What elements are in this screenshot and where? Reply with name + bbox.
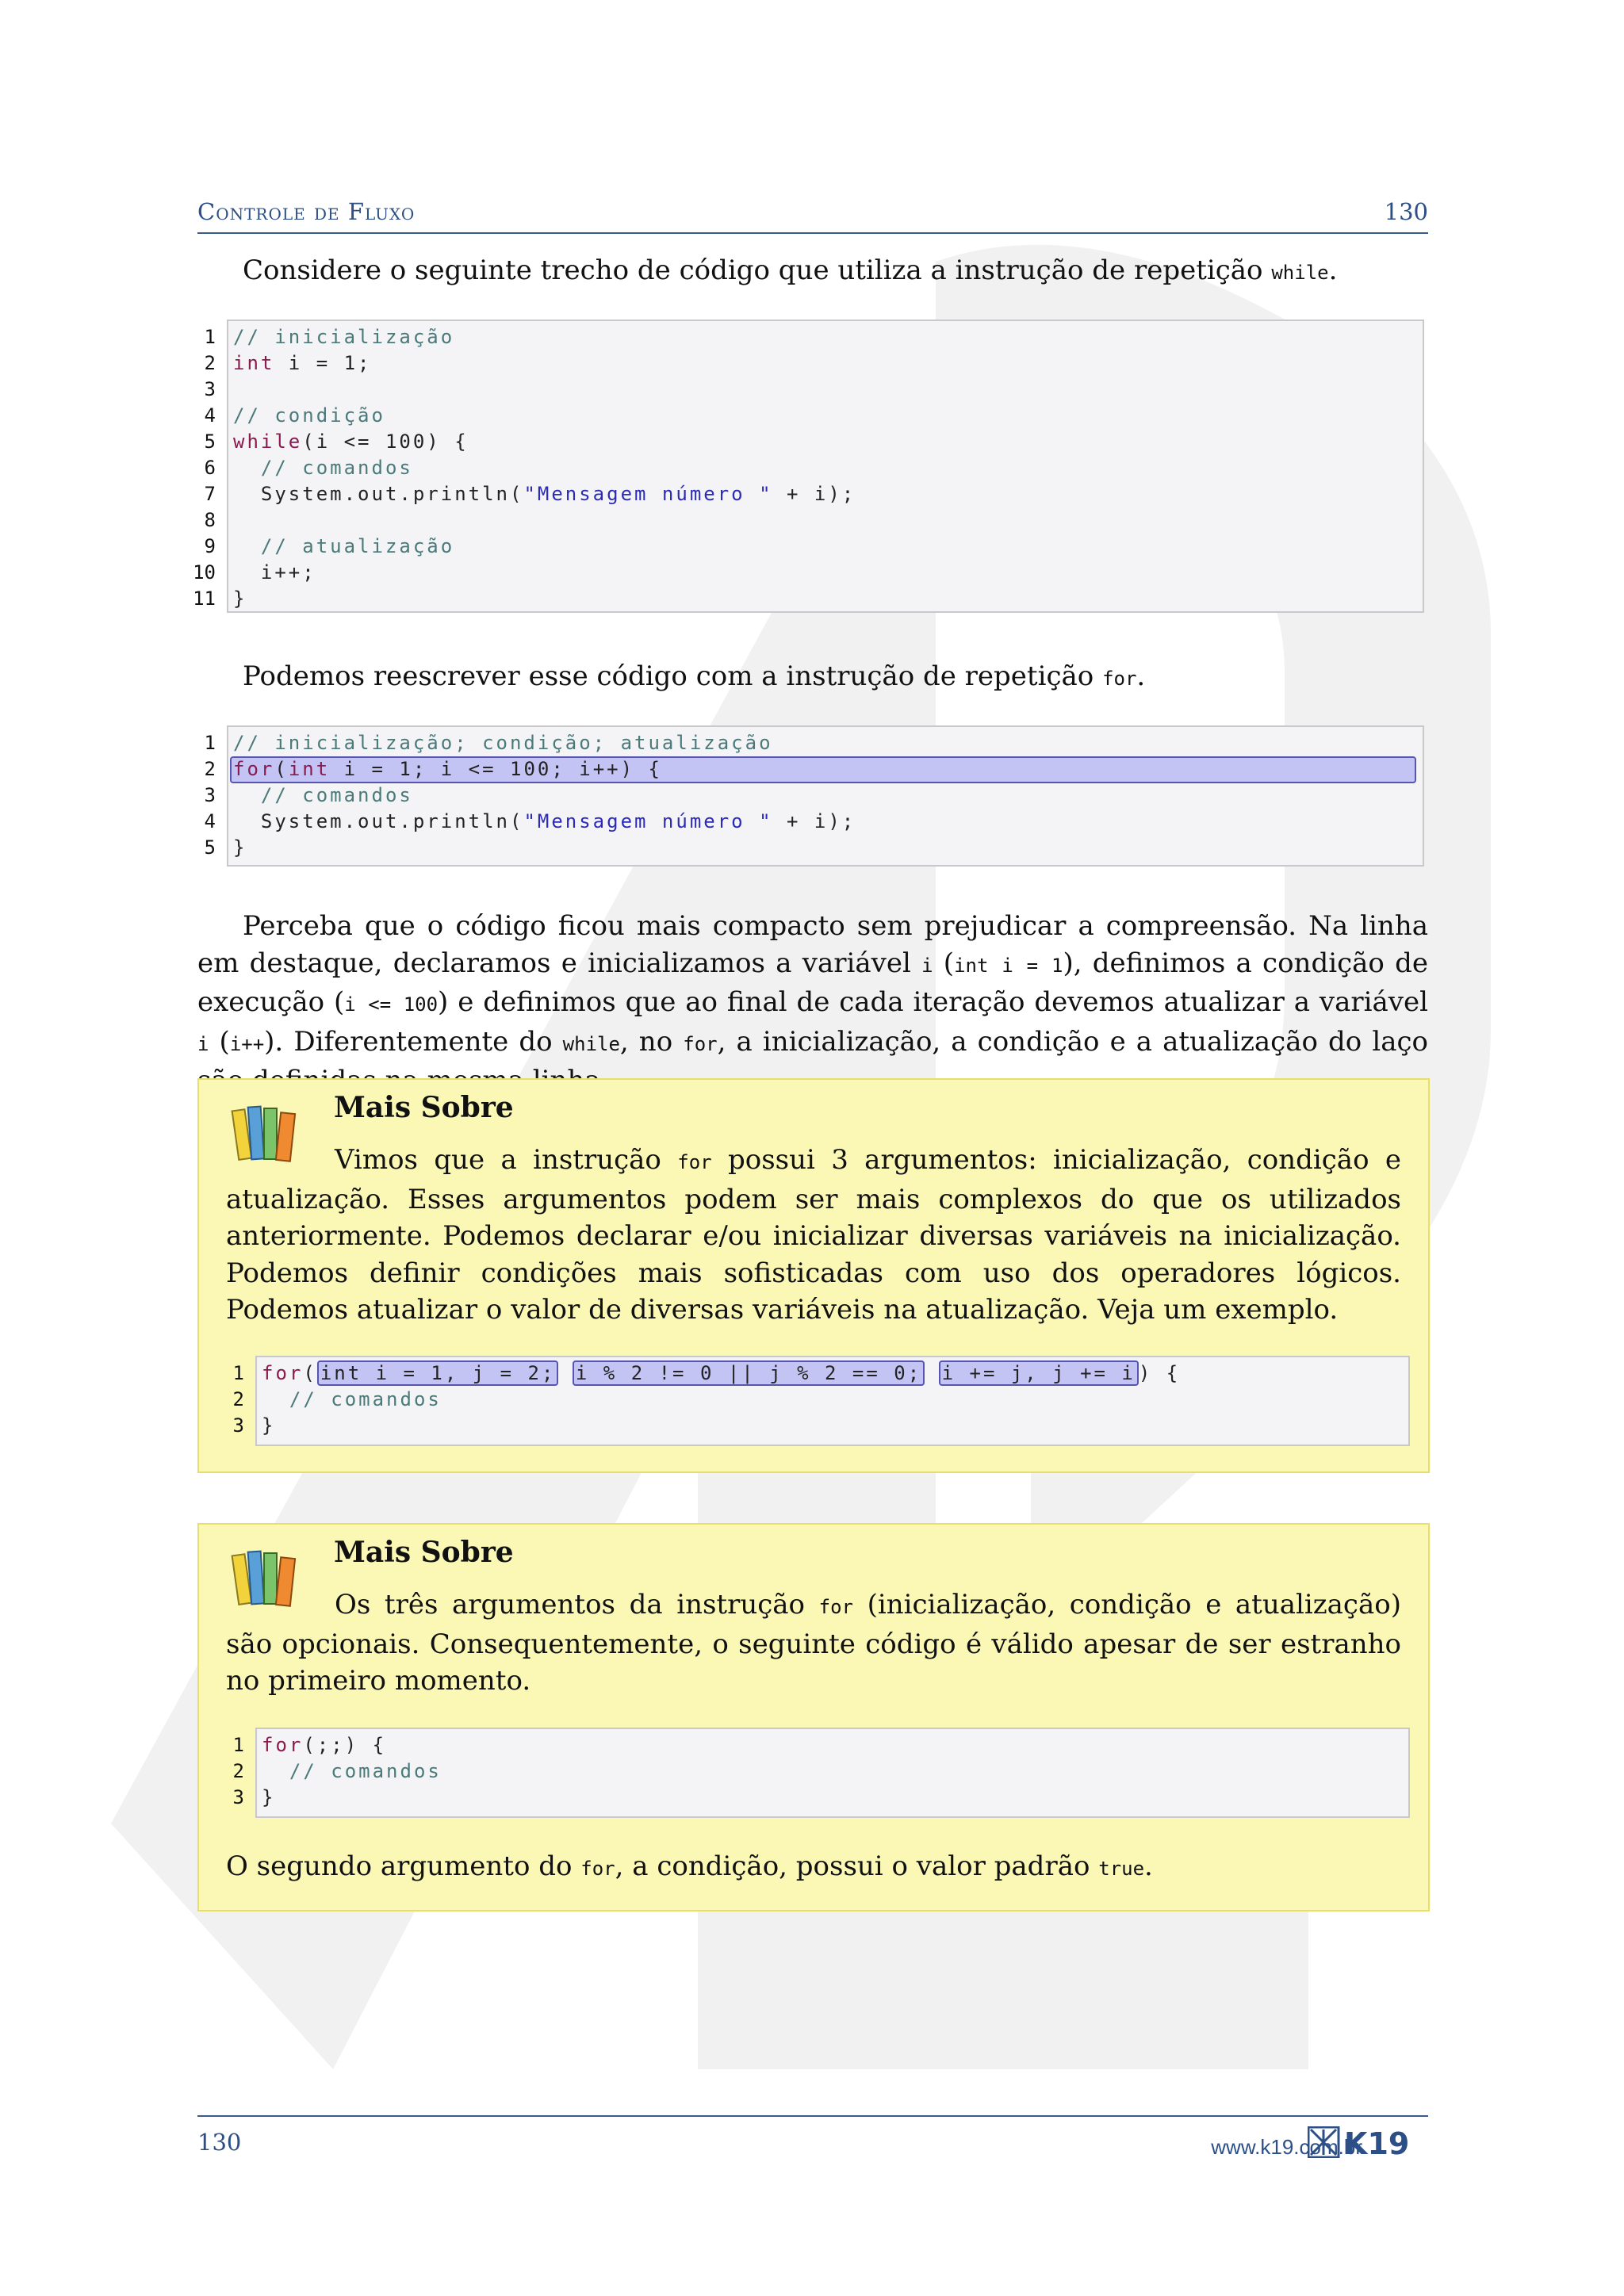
- line-number: 2: [232, 1388, 244, 1410]
- code-line: }: [262, 1786, 276, 1808]
- line-number: 2: [232, 1760, 244, 1782]
- line-number: 10: [193, 561, 216, 584]
- line-number: 9: [204, 535, 216, 557]
- note-body: Os três argumentos da instrução for (inicialização, condição e atualização) são opcionais. Consequentemente, o seguinte código é válido apesar de ser estranho no primeiro momento.: [226, 1589, 1401, 1697]
- code-line: // comandos: [262, 1388, 442, 1410]
- code-line: int i = 1;: [233, 352, 372, 374]
- line-number: 1: [204, 732, 216, 754]
- line-number: 1: [232, 1734, 244, 1756]
- footer-rule: [197, 2115, 1428, 2117]
- code-line: for(int i = 1; i <= 100; i++) {: [233, 758, 662, 780]
- line-number: 7: [204, 483, 216, 505]
- line-number: 2: [204, 758, 216, 780]
- note-title: Mais Sobre: [334, 1091, 514, 1124]
- code-line: System.out.println("Mensagem número " + i);: [233, 483, 856, 505]
- highlight-initialization: int i = 1, j = 2;: [317, 1360, 559, 1386]
- code-line: }: [233, 836, 247, 859]
- intro-while-paragraph: Considere o seguinte trecho de código que utiliza a instrução de repetição while.: [243, 254, 1338, 286]
- line-number: 4: [204, 404, 216, 427]
- code-line: // inicialização; condição; atualização: [233, 732, 773, 754]
- highlight-update: i += j, j += i: [939, 1360, 1139, 1386]
- line-number: 2: [204, 352, 216, 374]
- note-footer-text: O segundo argumento do for, a condição, possui o valor padrão true.: [226, 1850, 1153, 1882]
- note-body: Vimos que a instrução for possui 3 argumentos: inicialização, condição e atualização. Esses argumentos podem ser mais complexos do que os utilizados anteriormente. Podemos declarar e/ou inicializar diversas variáveis na inicialização. Podemos definir condições mais sofisticadas com uso dos operadores lógicos. Podemos atualizar o valor de diversas variáveis na atualização. Veja um exemplo.: [226, 1144, 1401, 1326]
- explanation-paragraph: Perceba que o código ficou mais compacto sem prejudicar a compreensão. Na linha em destaque, declaramos e inicializamos a variável i (int i = 1), definimos a condição de execução (i <= 100) e definimos que ao final de cada iteração devemos atualizar a variável i (i++). Diferentemente do while, no for, a inicialização, a condição e a atualização do laço: [197, 910, 1428, 1058]
- code-block-while: [190, 320, 1423, 614]
- code-line: }: [262, 1414, 276, 1437]
- note-title: Mais Sobre: [334, 1536, 514, 1569]
- code-block-for-empty: [219, 1728, 1408, 1821]
- chapter-title: Controle de Fluxo: [197, 198, 416, 225]
- code-line: System.out.println("Mensagem número " + i);: [233, 810, 856, 832]
- code-line: // condição: [233, 404, 385, 427]
- line-number: 3: [204, 784, 216, 806]
- code-block-for: [190, 725, 1423, 868]
- code-line: // atualização: [233, 535, 455, 557]
- k19-logo-text: K19: [1344, 2126, 1410, 2158]
- line-number: 5: [204, 430, 216, 453]
- line-number: 8: [204, 509, 216, 531]
- line-number: 6: [204, 457, 216, 479]
- note-box-mais-sobre-2: [197, 1523, 1430, 1911]
- line-number: 4: [204, 810, 216, 832]
- code-line: // comandos: [233, 784, 413, 806]
- line-number: 1: [204, 326, 216, 348]
- line-number: 3: [204, 378, 216, 400]
- code-line: i++;: [233, 561, 316, 584]
- header-page-number: 130: [1384, 198, 1428, 225]
- code-line: for( int i = 1, j = 2; i % 2 != 0 || j % 2 == 0; i += j, j += i ) {: [262, 1362, 1181, 1384]
- highlight-condition: i % 2 != 0 || j % 2 == 0;: [573, 1360, 925, 1386]
- footer-url: www.k19.com.br: [1211, 2135, 1362, 2159]
- footer-page-number: 130: [197, 2129, 242, 2156]
- code-line: // comandos: [262, 1760, 442, 1782]
- code-line: // comandos: [233, 457, 413, 479]
- note-box-mais-sobre-1: [197, 1078, 1430, 1473]
- line-number: 3: [232, 1786, 244, 1808]
- header-rule: [197, 232, 1428, 234]
- code-block-for-complex: [219, 1356, 1408, 1449]
- code-line: for(;;) {: [262, 1734, 387, 1756]
- line-number: 3: [232, 1414, 244, 1437]
- line-number: 1: [232, 1362, 244, 1384]
- code-line: while(i <= 100) {: [233, 430, 469, 453]
- line-number: 5: [204, 836, 216, 859]
- intro-for-paragraph: Podemos reescrever esse código com a instrução de repetição for.: [243, 660, 1146, 692]
- code-line: }: [233, 587, 247, 610]
- code-line: // inicialização: [233, 326, 455, 348]
- line-number: 11: [193, 587, 216, 610]
